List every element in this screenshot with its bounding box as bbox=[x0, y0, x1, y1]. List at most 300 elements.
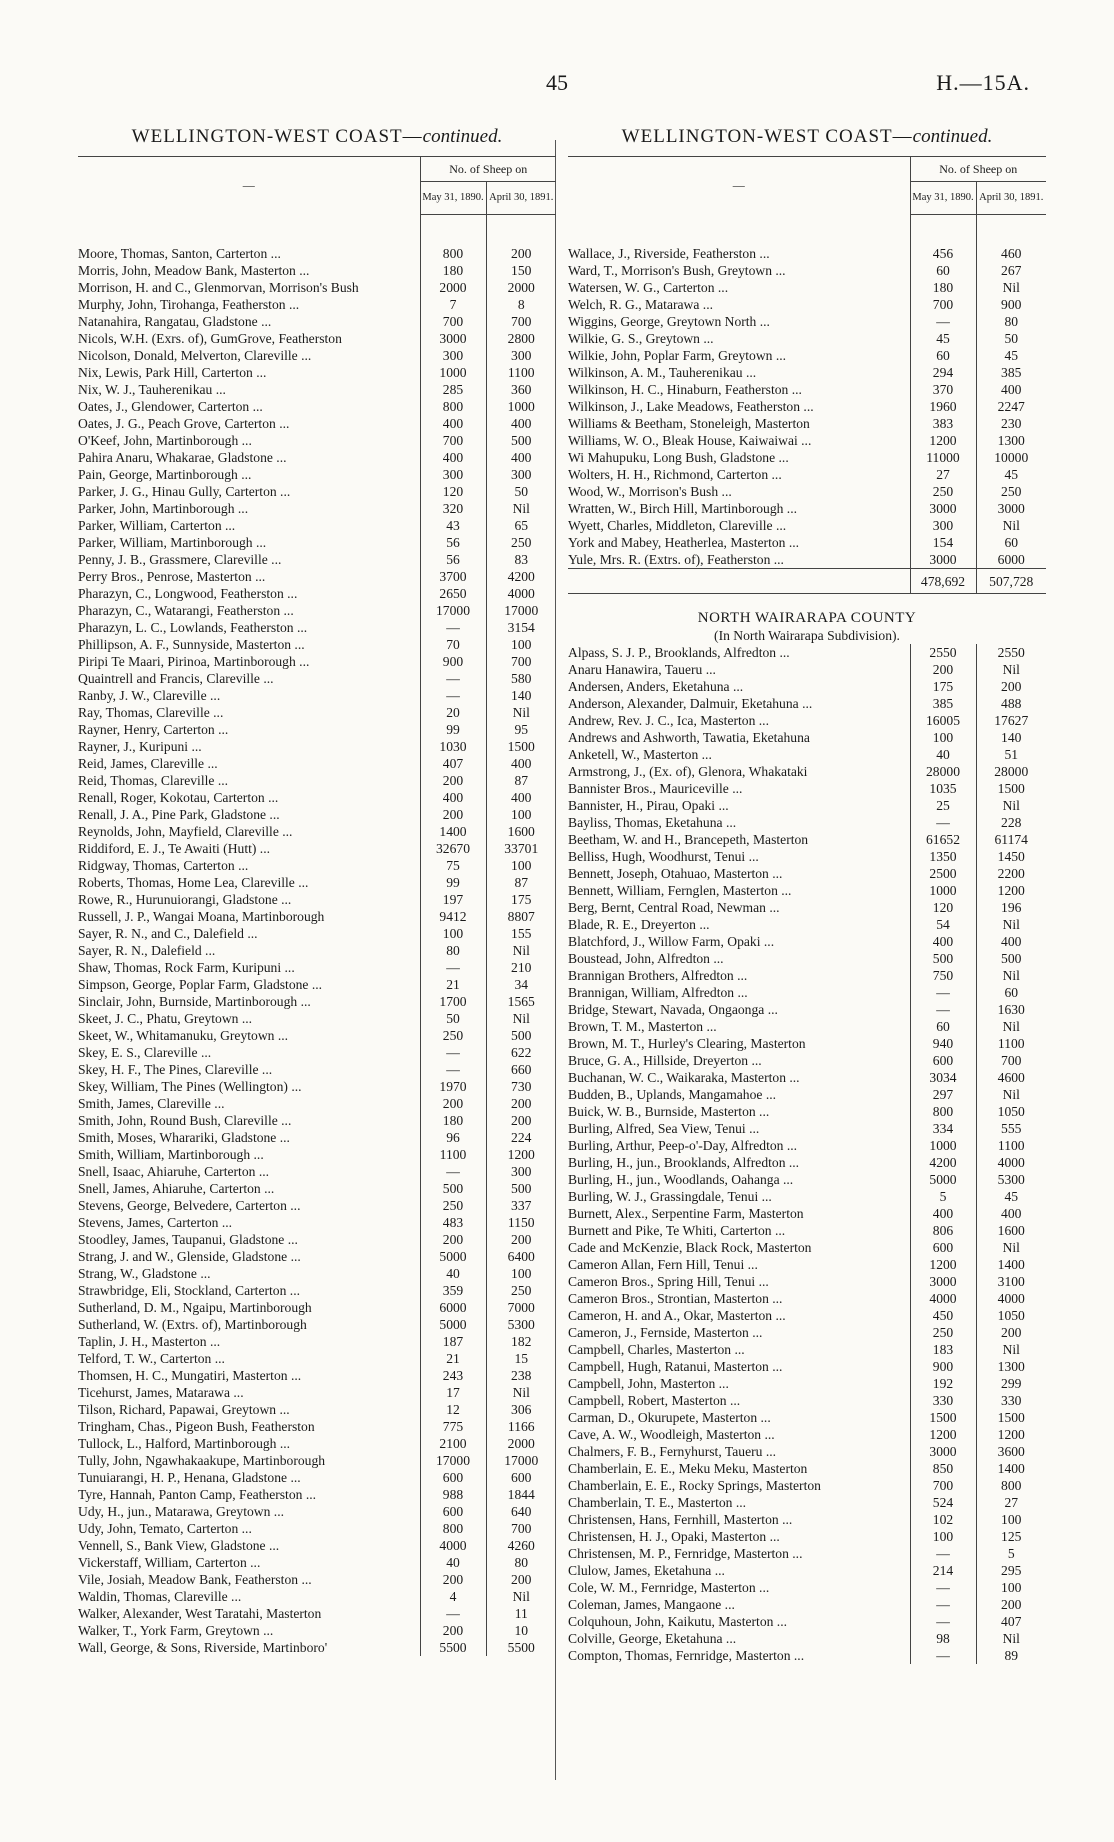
owner-name: Burling, Alfred, Sea View, Tenui ... bbox=[568, 1121, 760, 1136]
sheep-may-1890: 5500 bbox=[420, 1639, 486, 1656]
sheep-may-1890: 43 bbox=[420, 517, 486, 534]
sheep-may-1890: 2000 bbox=[420, 279, 486, 296]
table-row bbox=[78, 279, 556, 296]
owner-name: Brannigan Brothers, Alfredton ... bbox=[568, 968, 748, 983]
sheep-may-1890: 192 bbox=[910, 1375, 976, 1392]
left-col-a-header: May 31, 1890. bbox=[420, 182, 486, 215]
sheep-april-1891: 45 bbox=[976, 1188, 1046, 1205]
owner-name: Cade and McKenzie, Black Rock, Masterton bbox=[568, 1240, 812, 1255]
owner-name: Thomsen, H. C., Mungatiri, Masterton ... bbox=[78, 1368, 302, 1383]
sheep-may-1890: 300 bbox=[420, 347, 486, 364]
sheep-april-1891: 140 bbox=[486, 687, 556, 704]
sheep-may-1890: 28000 bbox=[910, 763, 976, 780]
owner-name: Udy, H., jun., Matarawa, Greytown ... bbox=[78, 1504, 284, 1519]
sheep-april-1891: 4600 bbox=[976, 1069, 1046, 1086]
owner-name: Skeet, W., Whitamanuku, Greytown ... bbox=[78, 1028, 289, 1043]
owner-name: Vile, Josiah, Meadow Bank, Featherston ... bbox=[78, 1572, 312, 1587]
table-row bbox=[568, 729, 1046, 746]
owner-name: Campbell, Hugh, Ratanui, Masterton ... bbox=[568, 1359, 783, 1374]
owner-name: Andrews and Ashworth, Tawatia, Eketahuna bbox=[568, 730, 810, 745]
sheep-april-1891: Nil bbox=[976, 517, 1046, 534]
owner-name: Nix, Lewis, Park Hill, Carterton ... bbox=[78, 365, 267, 380]
sheep-may-1890: 1200 bbox=[910, 1426, 976, 1443]
sheep-may-1890: 200 bbox=[420, 1571, 486, 1588]
table-row bbox=[568, 517, 1046, 534]
owner-name: Bennett, Joseph, Otahuao, Masterton ... bbox=[568, 866, 783, 881]
table-row bbox=[78, 1333, 556, 1350]
owner-name: Clulow, James, Eketahuna ... bbox=[568, 1563, 725, 1578]
sheep-may-1890: 99 bbox=[420, 721, 486, 738]
sheep-april-1891: 155 bbox=[486, 925, 556, 942]
owner-name: Anaru Hanawira, Taueru ... bbox=[568, 662, 716, 677]
table-row bbox=[568, 1579, 1046, 1596]
right-title-italic: continued. bbox=[912, 126, 993, 147]
owner-name: Reid, Thomas, Clareville ... bbox=[78, 773, 229, 788]
table-row bbox=[78, 1112, 556, 1129]
table-row bbox=[78, 1231, 556, 1248]
sheep-april-1891: 150 bbox=[486, 262, 556, 279]
sheep-april-1891: 500 bbox=[486, 1027, 556, 1044]
sheep-april-1891: Nil bbox=[486, 704, 556, 721]
sheep-april-1891: 3000 bbox=[976, 500, 1046, 517]
sheep-april-1891: 1300 bbox=[976, 432, 1046, 449]
owner-name: Nicolson, Donald, Melverton, Clareville ... bbox=[78, 348, 312, 363]
table-row bbox=[78, 1452, 556, 1469]
sheep-may-1890: — bbox=[910, 313, 976, 330]
owner-name: Cameron, J., Fernside, Masterton ... bbox=[568, 1325, 763, 1340]
table-row bbox=[78, 993, 556, 1010]
sheep-may-1890: 700 bbox=[910, 1477, 976, 1494]
sheep-april-1891: 1600 bbox=[976, 1222, 1046, 1239]
owner-name: Anketell, W., Masterton ... bbox=[568, 747, 712, 762]
sheep-may-1890: 197 bbox=[420, 891, 486, 908]
sheep-april-1891: 95 bbox=[486, 721, 556, 738]
owner-name: Buick, W. B., Burnside, Masterton ... bbox=[568, 1104, 770, 1119]
sheep-may-1890: 775 bbox=[420, 1418, 486, 1435]
sheep-april-1891: 400 bbox=[976, 381, 1046, 398]
page-number: 45 bbox=[546, 70, 568, 95]
owner-name: Bennett, William, Fernglen, Masterton ... bbox=[568, 883, 792, 898]
owner-name: Strawbridge, Eli, Stockland, Carterton ... bbox=[78, 1283, 300, 1298]
sheep-may-1890: 900 bbox=[420, 653, 486, 670]
owner-name: Reid, James, Clareville ... bbox=[78, 756, 218, 771]
sheep-april-1891: Nil bbox=[976, 661, 1046, 678]
left-sheep-group-header: No. of Sheep on bbox=[420, 157, 556, 182]
table-row bbox=[568, 296, 1046, 313]
table-row bbox=[78, 653, 556, 670]
owner-name: Colquhoun, John, Kaikutu, Masterton ... bbox=[568, 1614, 788, 1629]
sheep-may-1890: 16005 bbox=[910, 712, 976, 729]
owner-name: Tringham, Chas., Pigeon Bush, Featherston bbox=[78, 1419, 315, 1434]
sheep-april-1891: 8807 bbox=[486, 908, 556, 925]
sheep-april-1891: 600 bbox=[486, 1469, 556, 1486]
owner-name: Wilkinson, A. M., Tauherenikau ... bbox=[568, 365, 757, 380]
sheep-april-1891: 140 bbox=[976, 729, 1046, 746]
table-row bbox=[78, 381, 556, 398]
table-row bbox=[568, 1460, 1046, 1477]
sheep-april-1891: 200 bbox=[486, 1095, 556, 1112]
owner-name: O'Keef, John, Martinborough ... bbox=[78, 433, 252, 448]
table-row bbox=[78, 942, 556, 959]
owner-name: Beetham, W. and H., Brancepeth, Masterton bbox=[568, 832, 809, 847]
left-sheep-table bbox=[78, 156, 556, 1656]
sheep-may-1890: 800 bbox=[910, 1103, 976, 1120]
left-column bbox=[78, 126, 556, 1656]
sheep-may-1890: 56 bbox=[420, 551, 486, 568]
owner-name: Pharazyn, C., Longwood, Featherston ... bbox=[78, 586, 298, 601]
sheep-may-1890: 70 bbox=[420, 636, 486, 653]
sheep-april-1891: 1100 bbox=[486, 364, 556, 381]
sheep-may-1890: 40 bbox=[420, 1554, 486, 1571]
table-row bbox=[568, 882, 1046, 899]
owner-name: Ridgway, Thomas, Carterton ... bbox=[78, 858, 249, 873]
sheep-april-1891: 45 bbox=[976, 347, 1046, 364]
sheep-may-1890: 4200 bbox=[910, 1154, 976, 1171]
owner-name: Oates, J., Glendower, Carterton ... bbox=[78, 399, 263, 414]
sheep-may-1890: 25 bbox=[910, 797, 976, 814]
sheep-april-1891: 400 bbox=[486, 415, 556, 432]
table-row bbox=[568, 330, 1046, 347]
sheep-april-1891: 3100 bbox=[976, 1273, 1046, 1290]
sheep-may-1890: 4000 bbox=[420, 1537, 486, 1554]
sheep-april-1891: 1200 bbox=[976, 1426, 1046, 1443]
table-row bbox=[78, 602, 556, 619]
sheep-may-1890: 3000 bbox=[910, 551, 976, 569]
owner-name: Burling, H., jun., Brooklands, Alfredton ... bbox=[568, 1155, 800, 1170]
sheep-may-1890: 250 bbox=[910, 483, 976, 500]
owner-name: Tully, John, Ngawhakaakupe, Martinborough bbox=[78, 1453, 326, 1468]
sheep-may-1890: 250 bbox=[420, 1027, 486, 1044]
sheep-may-1890: 200 bbox=[420, 1622, 486, 1639]
owner-name: Alpass, S. J. P., Brooklands, Alfredton ... bbox=[568, 645, 790, 660]
owner-name: Pain, George, Martinborough ... bbox=[78, 467, 252, 482]
sheep-april-1891: 250 bbox=[486, 534, 556, 551]
owner-name: Taplin, J. H., Masterton ... bbox=[78, 1334, 221, 1349]
sheep-may-1890: 5 bbox=[910, 1188, 976, 1205]
table-row bbox=[78, 1265, 556, 1282]
table-row bbox=[568, 551, 1046, 569]
sheep-april-1891: 100 bbox=[486, 857, 556, 874]
table-row bbox=[568, 1613, 1046, 1630]
sheep-april-1891: Nil bbox=[976, 1239, 1046, 1256]
left-title-main: WELLINGTON-WEST COAST— bbox=[131, 126, 423, 147]
sheep-may-1890: 1350 bbox=[910, 848, 976, 865]
sheep-april-1891: 1200 bbox=[486, 1146, 556, 1163]
owner-name: Blade, R. E., Dreyerton ... bbox=[568, 917, 710, 932]
table-row bbox=[78, 1180, 556, 1197]
table-row bbox=[78, 704, 556, 721]
sheep-may-1890: 100 bbox=[420, 925, 486, 942]
sheep-april-1891: 4200 bbox=[486, 568, 556, 585]
table-row bbox=[78, 755, 556, 772]
sheep-may-1890: 940 bbox=[910, 1035, 976, 1052]
table-row bbox=[568, 814, 1046, 831]
sheep-may-1890: — bbox=[420, 1044, 486, 1061]
section-subtitle: (In North Wairarapa Subdivision). bbox=[714, 628, 900, 643]
table-row bbox=[78, 670, 556, 687]
sheep-may-1890: 99 bbox=[420, 874, 486, 891]
owner-name: Yule, Mrs. R. (Extrs. of), Featherston ... bbox=[568, 552, 784, 567]
table-row bbox=[78, 1435, 556, 1452]
owner-name: Chamberlain, T. E., Masterton ... bbox=[568, 1495, 747, 1510]
sheep-may-1890: 600 bbox=[910, 1239, 976, 1256]
owner-name: Wratten, W., Birch Hill, Martinborough ... bbox=[568, 501, 798, 516]
sheep-april-1891: 1166 bbox=[486, 1418, 556, 1435]
owner-name: Budden, B., Uplands, Mangamahoe ... bbox=[568, 1087, 777, 1102]
table-row bbox=[78, 959, 556, 976]
owner-name: Perry Bros., Penrose, Masterton ... bbox=[78, 569, 266, 584]
table-row bbox=[568, 865, 1046, 882]
sheep-april-1891: 83 bbox=[486, 551, 556, 568]
table-row bbox=[78, 432, 556, 449]
table-row bbox=[568, 313, 1046, 330]
sheep-april-1891: 1050 bbox=[976, 1103, 1046, 1120]
owner-name: Wilkinson, J., Lake Meadows, Featherston ... bbox=[568, 399, 814, 414]
table-row bbox=[78, 976, 556, 993]
total-may-1890: 478,692 bbox=[910, 569, 976, 594]
left-title-italic: continued. bbox=[422, 126, 503, 147]
sheep-april-1891: Nil bbox=[976, 1018, 1046, 1035]
table-row bbox=[78, 1622, 556, 1639]
owner-name: Sutherland, W. (Extrs. of), Martinborough bbox=[78, 1317, 307, 1332]
owner-name: Sinclair, John, Burnside, Martinborough ... bbox=[78, 994, 311, 1009]
sheep-may-1890: 180 bbox=[420, 1112, 486, 1129]
sheep-may-1890: 120 bbox=[420, 483, 486, 500]
owner-name: Parker, John, Martinborough ... bbox=[78, 501, 249, 516]
owner-name: Sayer, R. N., and C., Dalefield ... bbox=[78, 926, 258, 941]
table-row bbox=[78, 874, 556, 891]
table-row bbox=[78, 517, 556, 534]
table-row bbox=[568, 279, 1046, 296]
owner-name: Cameron, H. and A., Okar, Masterton ... bbox=[568, 1308, 786, 1323]
table-row bbox=[568, 984, 1046, 1001]
sheep-april-1891: 65 bbox=[486, 517, 556, 534]
sheep-april-1891: 15 bbox=[486, 1350, 556, 1367]
table-row bbox=[568, 1001, 1046, 1018]
table-row bbox=[568, 1052, 1046, 1069]
sheep-april-1891: 250 bbox=[976, 483, 1046, 500]
sheep-may-1890: — bbox=[420, 670, 486, 687]
sheep-april-1891: Nil bbox=[486, 942, 556, 959]
owner-name: Christensen, H. J., Opaki, Masterton ... bbox=[568, 1529, 780, 1544]
table-row bbox=[78, 925, 556, 942]
left-col-b-header: April 30, 1891. bbox=[486, 182, 556, 215]
table-row bbox=[568, 797, 1046, 814]
owner-name: Bannister, H., Pirau, Opaki ... bbox=[568, 798, 729, 813]
sheep-april-1891: 300 bbox=[486, 347, 556, 364]
owner-name: Natanahira, Rangatau, Gladstone ... bbox=[78, 314, 272, 329]
sheep-may-1890: — bbox=[420, 619, 486, 636]
totals-row bbox=[568, 569, 1046, 594]
sheep-may-1890: 1500 bbox=[910, 1409, 976, 1426]
owner-name: Telford, T. W., Carterton ... bbox=[78, 1351, 225, 1366]
sheep-may-1890: 180 bbox=[420, 262, 486, 279]
owner-name: Chalmers, F. B., Fernyhurst, Taueru ... bbox=[568, 1444, 777, 1459]
sheep-april-1891: 200 bbox=[976, 1596, 1046, 1613]
sheep-may-1890: 75 bbox=[420, 857, 486, 874]
sheep-april-1891: 100 bbox=[976, 1579, 1046, 1596]
table-row bbox=[568, 950, 1046, 967]
table-row bbox=[78, 398, 556, 415]
sheep-april-1891: 200 bbox=[486, 1571, 556, 1588]
sheep-april-1891: 1200 bbox=[976, 882, 1046, 899]
sheep-may-1890: 120 bbox=[910, 899, 976, 916]
table-row bbox=[78, 568, 556, 585]
sheep-april-1891: 400 bbox=[976, 933, 1046, 950]
table-row bbox=[78, 415, 556, 432]
sheep-may-1890: 80 bbox=[420, 942, 486, 959]
table-row bbox=[78, 1214, 556, 1231]
sheep-april-1891: 1100 bbox=[976, 1035, 1046, 1052]
sheep-april-1891: 17000 bbox=[486, 1452, 556, 1469]
sheep-may-1890: 1200 bbox=[910, 432, 976, 449]
sheep-april-1891: 900 bbox=[976, 296, 1046, 313]
table-row bbox=[78, 347, 556, 364]
owner-name: Strang, J. and W., Glenside, Gladstone ... bbox=[78, 1249, 301, 1264]
sheep-may-1890: 2100 bbox=[420, 1435, 486, 1452]
table-row bbox=[78, 245, 556, 262]
table-row bbox=[568, 1307, 1046, 1324]
sheep-april-1891: 87 bbox=[486, 772, 556, 789]
sheep-april-1891: Nil bbox=[976, 1341, 1046, 1358]
owner-name: Wallace, J., Riverside, Featherston ... bbox=[568, 246, 770, 261]
sheep-may-1890: 285 bbox=[420, 381, 486, 398]
sheep-april-1891: 87 bbox=[486, 874, 556, 891]
table-row bbox=[568, 1103, 1046, 1120]
sheep-april-1891: 306 bbox=[486, 1401, 556, 1418]
table-row bbox=[568, 415, 1046, 432]
table-row bbox=[78, 534, 556, 551]
sheep-may-1890: 297 bbox=[910, 1086, 976, 1103]
owner-name: Murphy, John, Tirohanga, Featherston ... bbox=[78, 297, 300, 312]
sheep-april-1891: 555 bbox=[976, 1120, 1046, 1137]
owner-name: Wilkie, John, Poplar Farm, Greytown ... bbox=[568, 348, 787, 363]
table-row bbox=[78, 619, 556, 636]
table-row bbox=[78, 891, 556, 908]
sheep-april-1891: 295 bbox=[976, 1562, 1046, 1579]
sheep-april-1891: 2000 bbox=[486, 279, 556, 296]
owner-name: Blatchford, J., Willow Farm, Opaki ... bbox=[568, 934, 775, 949]
sheep-april-1891: 100 bbox=[976, 1511, 1046, 1528]
sheep-may-1890: 61652 bbox=[910, 831, 976, 848]
table-row bbox=[568, 432, 1046, 449]
table-row bbox=[568, 678, 1046, 695]
owner-name: Rowe, R., Hurunuiorangi, Gladstone ... bbox=[78, 892, 292, 907]
sheep-april-1891: 4260 bbox=[486, 1537, 556, 1554]
sheep-april-1891: 2800 bbox=[486, 330, 556, 347]
table-row bbox=[78, 313, 556, 330]
sheep-may-1890: 359 bbox=[420, 1282, 486, 1299]
sheep-april-1891: 230 bbox=[976, 415, 1046, 432]
owner-name: Buchanan, W. C., Waikaraka, Masterton ... bbox=[568, 1070, 800, 1085]
sheep-april-1891: 500 bbox=[486, 1180, 556, 1197]
sheep-may-1890: 21 bbox=[420, 1350, 486, 1367]
right-col-b-header: April 30, 1891. bbox=[976, 182, 1046, 215]
sheep-april-1891: 17627 bbox=[976, 712, 1046, 729]
table-row bbox=[78, 1129, 556, 1146]
sheep-may-1890: 456 bbox=[910, 245, 976, 262]
sheep-may-1890: 6000 bbox=[420, 1299, 486, 1316]
table-row bbox=[78, 1282, 556, 1299]
owner-name: Skeet, J. C., Phatu, Greytown ... bbox=[78, 1011, 253, 1026]
table-row bbox=[568, 364, 1046, 381]
owner-name: Waldin, Thomas, Clareville ... bbox=[78, 1589, 242, 1604]
table-row bbox=[568, 245, 1046, 262]
sheep-april-1891: 4000 bbox=[976, 1154, 1046, 1171]
sheep-april-1891: 1100 bbox=[976, 1137, 1046, 1154]
sheep-may-1890: 334 bbox=[910, 1120, 976, 1137]
owner-name: Cole, W. M., Fernridge, Masterton ... bbox=[568, 1580, 770, 1595]
sheep-april-1891: 488 bbox=[976, 695, 1046, 712]
sheep-april-1891: 2000 bbox=[486, 1435, 556, 1452]
sheep-april-1891: 27 bbox=[976, 1494, 1046, 1511]
sheep-april-1891: Nil bbox=[486, 1010, 556, 1027]
sheep-april-1891: 33701 bbox=[486, 840, 556, 857]
sheep-april-1891: Nil bbox=[976, 967, 1046, 984]
sheep-may-1890: 96 bbox=[420, 1129, 486, 1146]
owner-name: Tunuiarangi, H. P., Henana, Gladstone ... bbox=[78, 1470, 301, 1485]
table-row bbox=[568, 381, 1046, 398]
sheep-april-1891: 182 bbox=[486, 1333, 556, 1350]
sheep-april-1891: 200 bbox=[486, 1231, 556, 1248]
sheep-april-1891: 800 bbox=[976, 1477, 1046, 1494]
owner-name: Rayner, J., Kuripuni ... bbox=[78, 739, 202, 754]
sheep-may-1890: 9412 bbox=[420, 908, 486, 925]
table-row bbox=[78, 1299, 556, 1316]
owner-name: Renall, J. A., Pine Park, Gladstone ... bbox=[78, 807, 280, 822]
sheep-april-1891: 6400 bbox=[486, 1248, 556, 1265]
sheep-may-1890: — bbox=[910, 1545, 976, 1562]
sheep-may-1890: 400 bbox=[910, 1205, 976, 1222]
table-row bbox=[568, 780, 1046, 797]
sheep-april-1891: Nil bbox=[486, 1588, 556, 1605]
sheep-april-1891: 61174 bbox=[976, 831, 1046, 848]
sheep-may-1890: 7 bbox=[420, 296, 486, 313]
owner-name: Wilkinson, H. C., Hinaburn, Featherston ... bbox=[568, 382, 802, 397]
sheep-april-1891: 1630 bbox=[976, 1001, 1046, 1018]
sheep-april-1891: 1450 bbox=[976, 848, 1046, 865]
table-row bbox=[78, 1537, 556, 1554]
sheep-april-1891: 2247 bbox=[976, 398, 1046, 415]
table-row bbox=[568, 1562, 1046, 1579]
sheep-may-1890: 524 bbox=[910, 1494, 976, 1511]
table-row bbox=[78, 1486, 556, 1503]
owner-name: Reynolds, John, Mayfield, Clareville ... bbox=[78, 824, 293, 839]
owner-name: Belliss, Hugh, Woodhurst, Tenui ... bbox=[568, 849, 759, 864]
sheep-may-1890: 60 bbox=[910, 347, 976, 364]
sheep-april-1891: 3600 bbox=[976, 1443, 1046, 1460]
sheep-may-1890: 300 bbox=[910, 517, 976, 534]
table-row bbox=[568, 1392, 1046, 1409]
sheep-may-1890: 20 bbox=[420, 704, 486, 721]
table-row bbox=[78, 262, 556, 279]
table-row bbox=[568, 449, 1046, 466]
sheep-may-1890: 17000 bbox=[420, 602, 486, 619]
owner-name: Pahira Anaru, Whakarae, Gladstone ... bbox=[78, 450, 287, 465]
sheep-may-1890: 400 bbox=[420, 449, 486, 466]
right-table-body bbox=[568, 215, 1046, 569]
table-row bbox=[568, 1647, 1046, 1664]
sheep-april-1891: 360 bbox=[486, 381, 556, 398]
right-sheep-table bbox=[568, 156, 1046, 1664]
owner-name: Snell, Isaac, Ahiaruhe, Carterton ... bbox=[78, 1164, 270, 1179]
right-name-header: — bbox=[568, 157, 910, 215]
sheep-may-1890: — bbox=[420, 1163, 486, 1180]
sheep-april-1891: 1500 bbox=[486, 738, 556, 755]
sheep-may-1890: 1200 bbox=[910, 1256, 976, 1273]
sheep-april-1891: 400 bbox=[486, 449, 556, 466]
sheep-may-1890: 98 bbox=[910, 1630, 976, 1647]
